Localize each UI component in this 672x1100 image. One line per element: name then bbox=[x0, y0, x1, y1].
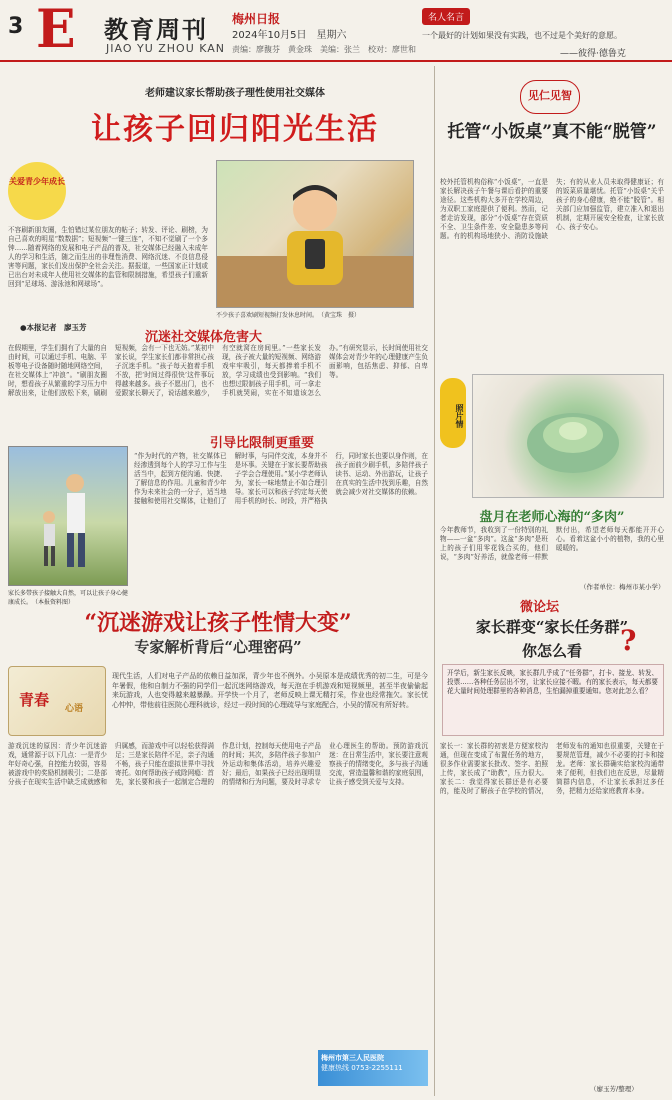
duorou-body: 今年教师节，我收到了一份特别的礼物——一盆“多肉”。这盆“多肉”是班上的孩子们用零花钱合买的，他们说，“多肉”好养活，就像老师一样默默付出，希望老师每天都能开开心心。看着这盆小小的植物，我的心里暖暖的。 bbox=[440, 526, 664, 561]
micro-forum-badge: 微论坛 bbox=[520, 600, 560, 615]
section2-title: 引导比限制更重要 bbox=[210, 436, 315, 451]
issue-date: 2024年10月5日 星期六 bbox=[232, 30, 347, 41]
succulent-photo bbox=[472, 374, 664, 498]
boy-phone-illustration bbox=[217, 161, 413, 307]
masthead bbox=[0, 0, 672, 62]
masthead-letter-logo: E bbox=[36, 0, 76, 60]
group-intro: 开学后，新生家长反映，家长群几乎成了“任务群”，打卡、接龙、转发、投票……各种任务层出不穷，让家长应接不暇。有的家长表示，每天都要花大量时间处理群里的各种消息，生怕漏掉重要通知。您对此怎么看？ bbox=[442, 664, 664, 736]
lead-kicker: 老师建议家长帮助孩子理性使用社交媒体 bbox=[145, 88, 325, 99]
quote-author: ——彼得·德鲁克 bbox=[560, 49, 626, 59]
lead-photo-caption: 不少孩子喜欢刷短视频打发休息时间。 （黄宝珠 摄） bbox=[216, 312, 361, 319]
section1-body: 在假期里，学生们拥有了大量的自由时间，可以通过手机、电脑、平板等电子设备随时随地网络空间，在社交媒体上“冲浪”。“刷朋友圈时，想看孩子从繁重的学习压力中解放出来，让他们放松下来，刷刷短视频，会有一下也无妨。”某初中家长说，学生家长们都非常担心孩子沉迷手机。“孩子每天抱着手机不放，把‘时间过得很快’这件事玩得越来越多。孩子不愿出门，也不爱跟家长聊天了，说话越来越少，有空就窝在房间里。”一些家长发现，孩子被大量的短视频、网络游戏牢牢吸引，每天都捧着手机不放，学习成绩也受到影响。“我们也想过限制孩子用手机，可一拿走手机就哭闹，实在不知道该怎么办。”有研究显示，长时间使用社交媒体会对青少年的心理健康产生负面影响，包括焦虑、抑郁、自卑等。 bbox=[8, 344, 428, 397]
youth-care-badge: 关爱青少年成长 bbox=[8, 162, 66, 220]
duorou-title: 盘月在老师心海的“多肉” bbox=[479, 510, 625, 525]
succulent-illustration bbox=[473, 375, 663, 497]
group-body: 家长一：家长群的初衷是方便家校沟通，但现在变成了布置任务的地方，很多作业需要家长批改、签字、拍照上传，家长成了“助教”，压力很大。家长二：我觉得家长群还是有必要的，能及时了解孩子在学校的情况，老师发布的通知也很重要，关键在于要规范管理，减少不必要的打卡和接龙。老师：家长群确实给家校沟通带来了便利，但我们也在反思，尽量精简群内信息，不让家长承担过多任务，把精力还给家庭教育本身。 bbox=[440, 742, 664, 795]
family-walk-illustration bbox=[9, 447, 127, 585]
section1-title: 沉迷社交媒体危害大 bbox=[145, 330, 263, 345]
family-outdoor-photo bbox=[8, 446, 128, 586]
newspaper-name: 梅州日报 bbox=[232, 12, 281, 26]
badge-big-text: 青春 bbox=[19, 691, 50, 709]
column-divider bbox=[434, 66, 435, 1096]
editor-credits: 责编：廖馥芬 黄金珠 美编：张兰 校对：廖世和 bbox=[232, 45, 416, 54]
feature-body: 游戏沉迷的原因：青少年沉迷游戏，通常源于以下几点：一是青少年好奇心强，自控能力较弱，容易被游戏中的奖励机制吸引；二是部分孩子在现实生活中缺乏成就感和归属感，而游戏中可以轻松获得满足；三是家长陪伴不足，亲子沟通不畅，孩子只能在虚拟世界中寻找寄托。如何帮助孩子戒除网瘾：首先，家长要和孩子一起制定合理的作息计划，控制每天使用电子产品的时间；其次，多陪伴孩子参加户外运动和集体活动，培养兴趣爱好；最后，如果孩子已经出现明显的情绪和行为问题，要及时寻求专业心理医生的帮助。预防游戏沉迷：在日常生活中，家长要注意观察孩子的情绪变化，多与孩子沟通交流，营造温馨和谐的家庭氛围，让孩子感受到关爱与支持。 bbox=[8, 742, 428, 786]
question-mark-icon: ? bbox=[620, 624, 637, 657]
boy-phone-photo bbox=[216, 160, 414, 308]
quote-tag: 名人名言 bbox=[422, 8, 470, 25]
hospital-ad-hotline: 健康热线 0753-2255111 bbox=[321, 1064, 403, 1072]
page-number: 3 bbox=[8, 14, 24, 39]
section-pinyin: JIAO YU ZHOU KAN bbox=[106, 42, 226, 55]
feature-headline: “沉迷游戏让孩子性情大变” bbox=[84, 610, 352, 636]
badge-small-text: 心语 bbox=[65, 704, 84, 714]
section-title: 教育周刊 bbox=[104, 16, 208, 44]
hospital-ad-name: 梅州市第三人民医院 bbox=[321, 1054, 384, 1062]
lead-byline: ●本报记者 廖玉芳 bbox=[20, 323, 87, 332]
lead-body: 不容刷新朋友圈，生怕错过某位朋友的帖子；转发、评论、刷榜，为自己喜欢的明星“数数据”；短视频“一键三连”，不知不觉刷了一个多钟……随着网络的发展和电子产品的普及，社交媒体已经融入未成年人的学习和生活，随之而生出的非理性消费、网络沉迷、不良信息侵害等问题，家长们发出保护全社会关注。据报道，一些国家正计划或已出台对未成年人使用社交媒体的监管和限制措施，希望孩子们重新回到“足球场、游泳池和网球场”。 bbox=[8, 226, 208, 288]
opinion-badge: 见仁见智 bbox=[520, 80, 580, 114]
group-headline: 家长群变“家长任务群” bbox=[475, 618, 629, 636]
section2-photo-caption: 家长多带孩子接触大自然，可以让孩子身心健康成长。 （本报资料图） bbox=[8, 590, 129, 606]
quote-text: 一个最好的计划如果没有实践，也不过是个美好的意愿。 bbox=[422, 31, 622, 40]
group-author: （廖玉芳/整理） bbox=[590, 1085, 638, 1093]
youth-voice-badge bbox=[8, 666, 106, 736]
feature-intro: 现代生活，人们对电子产品的依赖日益加深，青少年也不例外。小吴原本是成绩优秀的初二生，可是今年暑假，他和自制力不强的同学们一起沉迷网络游戏，每天泡在手机游戏和短视频里，甚至半夜偷偷起来玩游戏，人也变得越来越暴躁。开学快一个月了，老师反映上课无精打采，作业也经常拖欠。家长忧心忡忡，带他前往医院心理科就诊，经过一段时间的心理疏导与家庭配合，小吴的情况有所好转。 bbox=[112, 672, 428, 709]
photo-story-tag: 照片情 bbox=[440, 378, 466, 448]
lead-headline: 让孩子回归阳光生活 bbox=[91, 112, 379, 147]
group-subhead: 你怎么看 bbox=[521, 642, 582, 660]
tuoguan-body: 校外托管机构俗称“小饭桌”，一直是家长解决孩子午餐与课后看护的重要途径。这些机构大多开在学校周边，为双职工家庭提供了便利。然而，记者走访发现，部分“小饭桌”存在资质不全、卫生条件差、安全隐患多等问题。有的机构场地狭小、消防设施缺失；有的从业人员未取得健康证；有的饭菜质量堪忧。托管“小饭桌”关乎孩子的身心健康，绝不能“脱管”。相关部门应加强监管，建立准入和退出机制，定期开展安全检查，让家长放心、孩子安心。 bbox=[440, 178, 664, 240]
tuoguan-headline: 托管“小饭桌”真不能“脱管” bbox=[447, 122, 657, 142]
hospital-ad bbox=[318, 1050, 428, 1086]
feature-subhead: 专家解析背后“心理密码” bbox=[134, 638, 302, 656]
duorou-author: （作者单位：梅州市某小学） bbox=[580, 583, 665, 591]
section2-body: “作为时代的产物，社交媒体已经渗透到每个人的学习工作与生活当中，起到方便沟通、快捷、了解信息的作用。儿童和青少年作为未来社会的一分子，适当地接触和使用社交媒体，让他们了解时事，与同伴交流，本身并不是坏事。关键在于家长要帮助孩子学会合理使用。”某小学老师认为，家长一味地禁止不如合理引导。家长可以和孩子约定每天使用手机的时长、时段，并严格执行，同时家长也要以身作则，在孩子面前少刷手机，多陪伴孩子读书、运动、外出游玩，让孩子在真实的生活中找到乐趣，自然就会减少对社交媒体的依赖。 bbox=[134, 452, 428, 505]
